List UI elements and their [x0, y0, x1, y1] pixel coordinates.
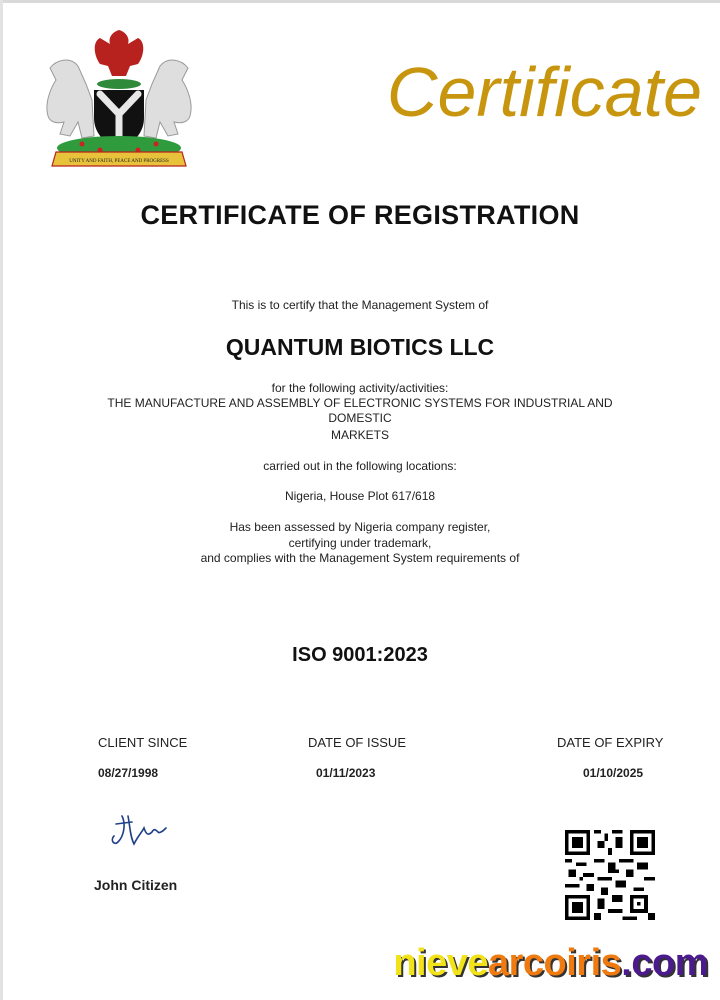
assessment-line-2: certifying under trademark, — [288, 536, 432, 550]
signer-name: John Citizen — [94, 877, 178, 893]
activity-line-3: MARKETS — [330, 428, 389, 442]
document-title: CERTIFICATE OF REGISTRATION — [140, 200, 580, 230]
date-of-expiry-label: DATE OF EXPIRY — [557, 735, 664, 750]
certify-intro: This is to certify that the Management System of — [231, 298, 489, 312]
date-of-issue-value: 01/11/2023 — [316, 766, 376, 780]
location-address: Nigeria, House Plot 617/618 — [284, 489, 436, 503]
locations-label: carried out in the following locations: — [263, 459, 457, 473]
qr-code-icon — [565, 830, 655, 920]
date-of-issue-label: DATE OF ISSUE — [308, 735, 406, 750]
assessment-line-3: and complies with the Management System requirements of — [200, 551, 520, 565]
watermark-logo — [393, 942, 708, 985]
date-of-expiry-value: 01/10/2025 — [583, 766, 644, 780]
certificate-script-title: Certificate — [386, 53, 702, 131]
watermark-part-2: arcoiris — [487, 942, 622, 984]
activity-label: for the following activity/activities: — [271, 381, 449, 395]
iso-standard: ISO 9001:2023 — [292, 644, 428, 666]
activity-line-1: THE MANUFACTURE AND ASSEMBLY OF ELECTRONIC SYSTEMS FOR INDUSTRIAL AND — [107, 396, 613, 410]
assessment-line-1: Has been assessed by Nigeria company register, — [229, 520, 491, 534]
svg-text:UNITY AND FAITH, PEACE AND PRO: UNITY AND FAITH, PEACE AND PROGRESS — [69, 159, 169, 164]
watermark-part-3: .com — [621, 942, 708, 984]
signature-icon — [108, 810, 168, 852]
page-border-top — [0, 0, 720, 3]
client-since-label: CLIENT SINCE — [98, 735, 188, 750]
coat-of-arms-icon — [34, 26, 204, 171]
company-name: QUANTUM BIOTICS LLC — [225, 334, 495, 360]
watermark-part-1: nieve — [393, 942, 488, 984]
activity-line-2: DOMESTIC — [328, 411, 392, 425]
client-since-value: 08/27/1998 — [98, 766, 159, 780]
